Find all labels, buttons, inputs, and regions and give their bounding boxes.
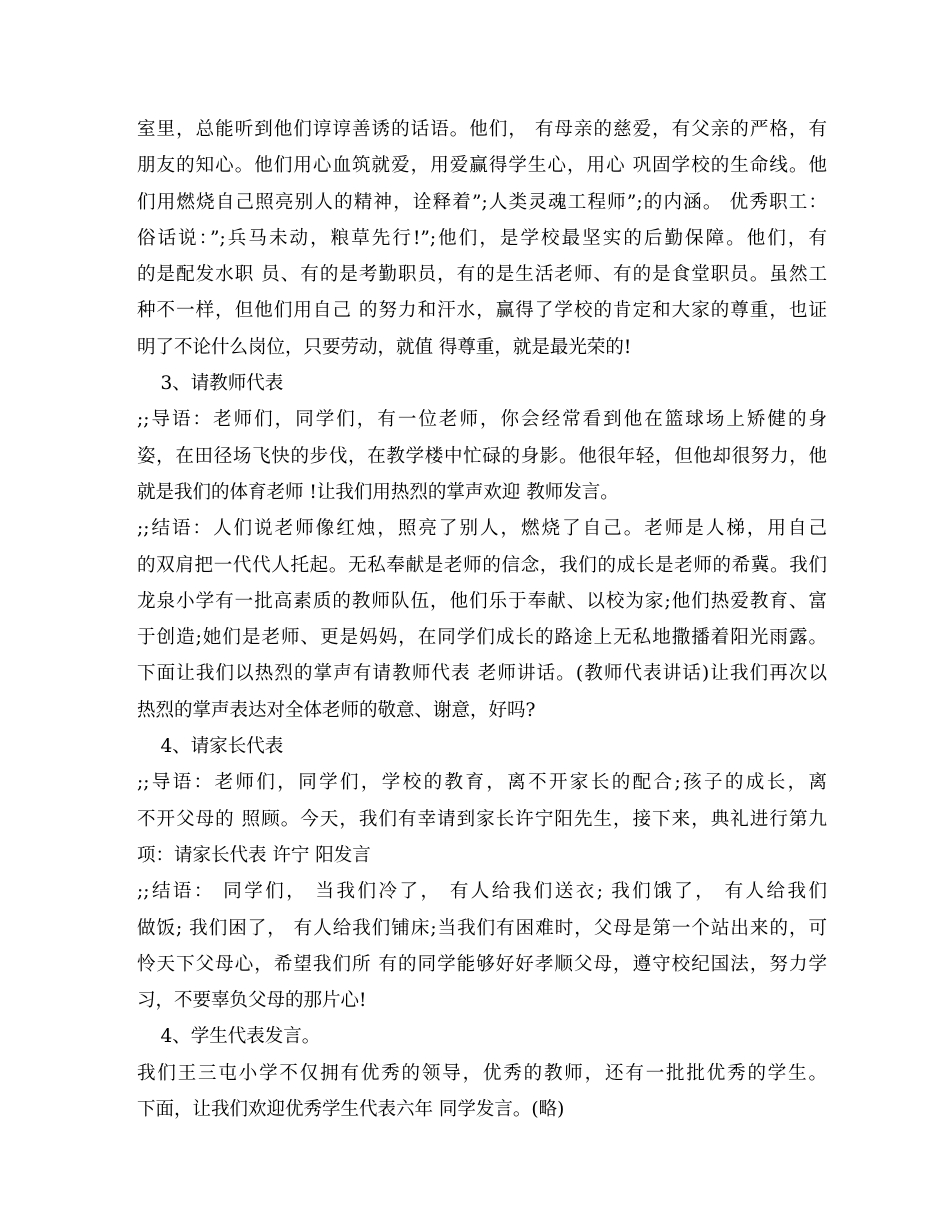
text-line: 明了不论什么岗位，只要劳动，就值 得尊重，就是最光荣的! (137, 336, 632, 358)
text-line: 不开父母的 照顾。今天，我们有幸请到家长许宁阳先生，接下来，典礼进行第九 (137, 808, 827, 830)
text-line: 我们王三屯小学不仅拥有优秀的领导，优秀的教师，还有一批批优秀的学生。 (137, 1062, 827, 1084)
text-line: 下面让我们以热烈的掌声有请教师代表 老师讲话。(教师代表讲话)让我们再次以 (137, 663, 827, 685)
text-line: 4、学生代表发言。 (137, 1026, 321, 1048)
text-line: 热烈的掌声表达对全体老师的敬意、谢意，好吗? (137, 699, 536, 721)
text-line: 于创造;她们是老师、更是妈妈，在同学们成长的路途上无私地撒播着阳光雨露。 (137, 627, 827, 649)
text-line: 的是配发水职 员、有的是考勤职员，有的是生活老师、有的是食堂职员。虽然工 (137, 264, 827, 286)
text-line: 们用燃烧自己照亮别人的精神，诠释着”;人类灵魂工程师”;的内涵。 优秀职工： (137, 191, 827, 213)
text-line: 姿，在田径场飞快的步伐，在教学楼中忙碌的身影。他很年轻，但他却很努力，他 (137, 445, 827, 467)
text-line: 怜天下父母心，希望我们所 有的同学能够好好孝顺父母，遵守校纪国法，努力学 (137, 953, 827, 975)
text-line: 室里，总能听到他们谆谆善诱的话语。他们， 有母亲的慈爱，有父亲的严格，有 (137, 119, 827, 140)
text-line: ;;结语： 同学们， 当我们冷了， 有人给我们送衣; 我们饿了， 有人给我们 (137, 881, 827, 903)
text-line: 4、请家长代表 (137, 736, 284, 758)
text-line: ;;结语：人们说老师像红烛，照亮了别人，燃烧了自己。老师是人梯，用自己 (137, 518, 827, 540)
text-line: 项：请家长代表 许宁 阳发言 (137, 844, 371, 866)
text-line: 俗话说：”;兵马未动，粮草先行!”;他们，是学校最坚实的后勤保障。他们，有 (137, 227, 827, 249)
text-line: 就是我们的体育老师 !让我们用热烈的掌声欢迎 教师发言。 (137, 481, 619, 503)
document-text-body (137, 112, 827, 1128)
text-line: 的双肩把一代代人托起。无私奉献是老师的信念，我们的成长是老师的希冀。我们 (137, 554, 827, 576)
text-line: ;;导语：老师们，同学们，有一位老师，你会经常看到他在篮球场上矫健的身 (137, 409, 827, 431)
text-line: 龙泉小学有一批高素质的教师队伍，他们乐于奉献、以校为家;他们热爱教育、富 (137, 590, 827, 612)
text-line: 做饭; 我们困了， 有人给我们铺床;当我们有困难时，父母是第一个站出来的，可 (137, 917, 827, 939)
text-line: 习，不要辜负父母的那片心! (137, 990, 367, 1012)
text-line: 种不一样，但他们用自己 的努力和汗水，赢得了学校的肯定和大家的尊重，也证 (137, 300, 827, 322)
text-line: 3、请教师代表 (137, 373, 284, 395)
text-line: 朋友的知心。他们用心血筑就爱，用爱赢得学生心，用心 巩固学校的生命线。他 (137, 155, 827, 177)
text-line: 下面，让我们欢迎优秀学生代表六年 同学发言。(略) (137, 1099, 565, 1121)
text-line: ;;导语：老师们，同学们，学校的教育，离不开家长的配合;孩子的成长，离 (137, 772, 827, 794)
